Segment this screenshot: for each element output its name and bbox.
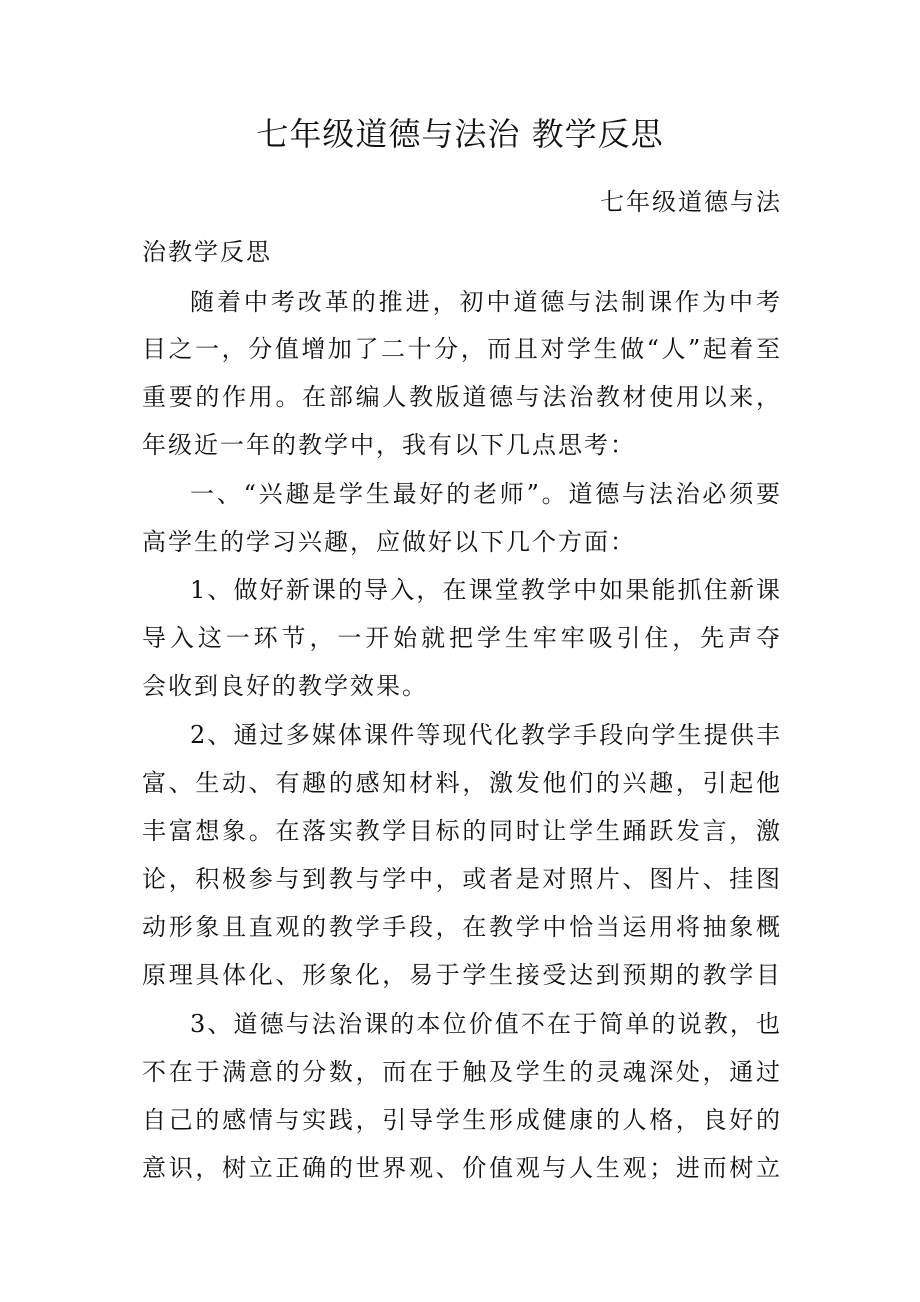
text-line: 3、道德与法治课的本位价值不在于简单的说教，也 — [190, 1010, 782, 1038]
text-line: 一、“兴趣是学生最好的老师”。道德与法治必须要 — [190, 480, 782, 508]
text-line: 不在于满意的分数，而在于触及学生的灵魂深处，通过 — [142, 1058, 782, 1086]
text-line: 重要的作用。在部编人教版道德与法治教材使用以来， — [142, 383, 782, 411]
text-line: 动形象且直观的教学手段，在教学中恰当运用将抽象概 — [142, 913, 782, 941]
document-title: 七年级道德与法治 教学反思 — [256, 115, 664, 153]
text-line: 随着中考改革的推进，初中道德与法制课作为中考 — [190, 288, 782, 316]
text-line: 治教学反思 — [142, 238, 272, 266]
text-line: 意识，树立正确的世界观、价值观与人生观；进而树立 — [142, 1154, 782, 1182]
text-line: 七年级道德与法 — [600, 188, 782, 216]
text-line: 原理具体化、形象化，易于学生接受达到预期的教学目 — [142, 961, 782, 989]
text-line: 2、通过多媒体课件等现代化教学手段向学生提供丰 — [190, 721, 782, 749]
text-line: 导入这一环节，一开始就把学生牢牢吸引住，先声夺 — [142, 624, 782, 652]
text-line: 年级近一年的教学中，我有以下几点思考： — [142, 431, 636, 459]
text-line: 1、做好新课的导入，在课堂教学中如果能抓住新课 — [190, 576, 782, 604]
text-line: 高学生的学习兴趣，应做好以下几个方面： — [142, 528, 636, 556]
text-line: 目之一，分值增加了二十分，而且对学生做“人”起着至 — [142, 335, 782, 363]
text-line: 富、生动、有趣的感知材料，激发他们的兴趣，引起他 — [142, 769, 782, 797]
text-line: 自己的感情与实践，引导学生形成健康的人格，良好的 — [142, 1106, 782, 1134]
text-line: 会收到良好的教学效果。 — [142, 672, 428, 700]
text-line: 论，积极参与到教与学中，或者是对照片、图片、挂图 — [142, 865, 782, 893]
text-line: 丰富想象。在落实教学目标的同时让学生踊跃发言，激 — [142, 817, 782, 845]
